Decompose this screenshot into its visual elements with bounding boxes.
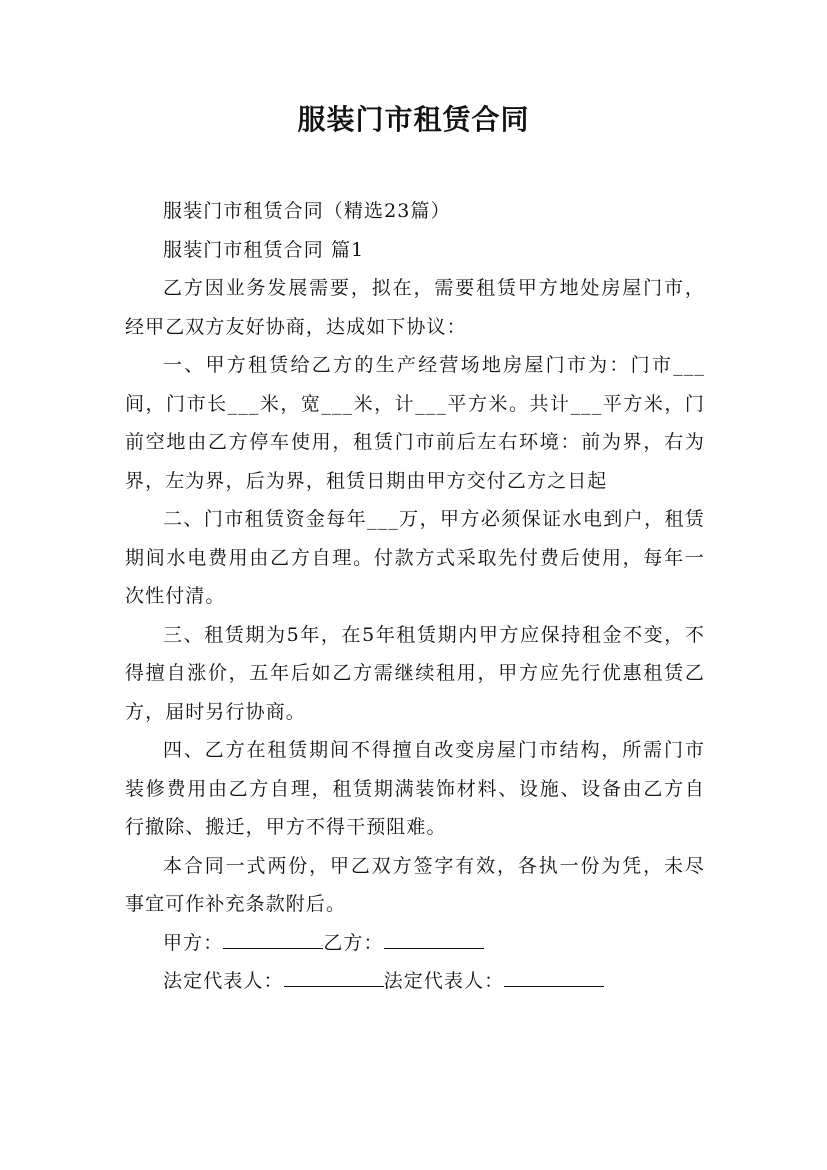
party-b-label: 乙方：: [323, 931, 384, 954]
rep-b-label: 法定代表人：: [383, 970, 505, 992]
paragraph-clause-2: 二、门市租赁资金每年___万，甲方必须保证水电到户，租赁期间水电费用由乙方自理。付款方式采取先付费后使用，每年一次性付清。: [125, 508, 705, 607]
signature-row-representatives: [125, 962, 705, 1001]
document-title: 服装门市租赁合同: [297, 103, 530, 136]
section-heading: 服装门市租赁合同 篇1: [163, 238, 365, 261]
paragraph-clause-1: 一、甲方租赁给乙方的生产经营场地房屋门市为：门市___间，门市长___米，宽___米，计___平方米。共计___平方米，门前空地由乙方停车使用，租赁门市前后左右环境：前为界，右为界，左为界，后为界，租赁日期由甲方交付乙方之日起: [125, 354, 705, 492]
rep-a-label: 法定代表人：: [163, 970, 284, 992]
document-subtitle: 服装门市租赁合同（精选23篇）: [163, 200, 451, 222]
document-body: [125, 192, 705, 1001]
rep-a-signature-line: [284, 964, 384, 987]
paragraph-clause-3: 三、租赁期为5年，在5年租赁期内甲方应保持租金不变，不得擅自涨价，五年后如乙方需继续租用，甲方应先行优惠租赁乙方，届时另行协商。: [125, 623, 705, 723]
paragraph-clause-4: 四、乙方在租赁期间不得擅自改变房屋门市结构，所需门市装修费用由乙方自理，租赁期满装饰材料、设施、设备由乙方自行撤除、搬迁，甲方不得干预阻难。: [125, 739, 705, 838]
party-b-signature-line: [384, 926, 484, 949]
party-a-signature-line: [223, 926, 323, 949]
paragraph-closing: 本合同一式两份，甲乙双方签字有效，各执一份为凭，未尽事宜可作补充条款附后。: [125, 854, 705, 915]
rep-b-signature-line: [504, 964, 604, 987]
signature-row-parties: [125, 924, 705, 963]
paragraph-intro: 乙方因业务发展需要，拟在，需要租赁甲方地处房屋门市，经甲乙双方友好协商，达成如下协议：: [125, 277, 705, 338]
party-a-label: 甲方：: [163, 931, 224, 954]
